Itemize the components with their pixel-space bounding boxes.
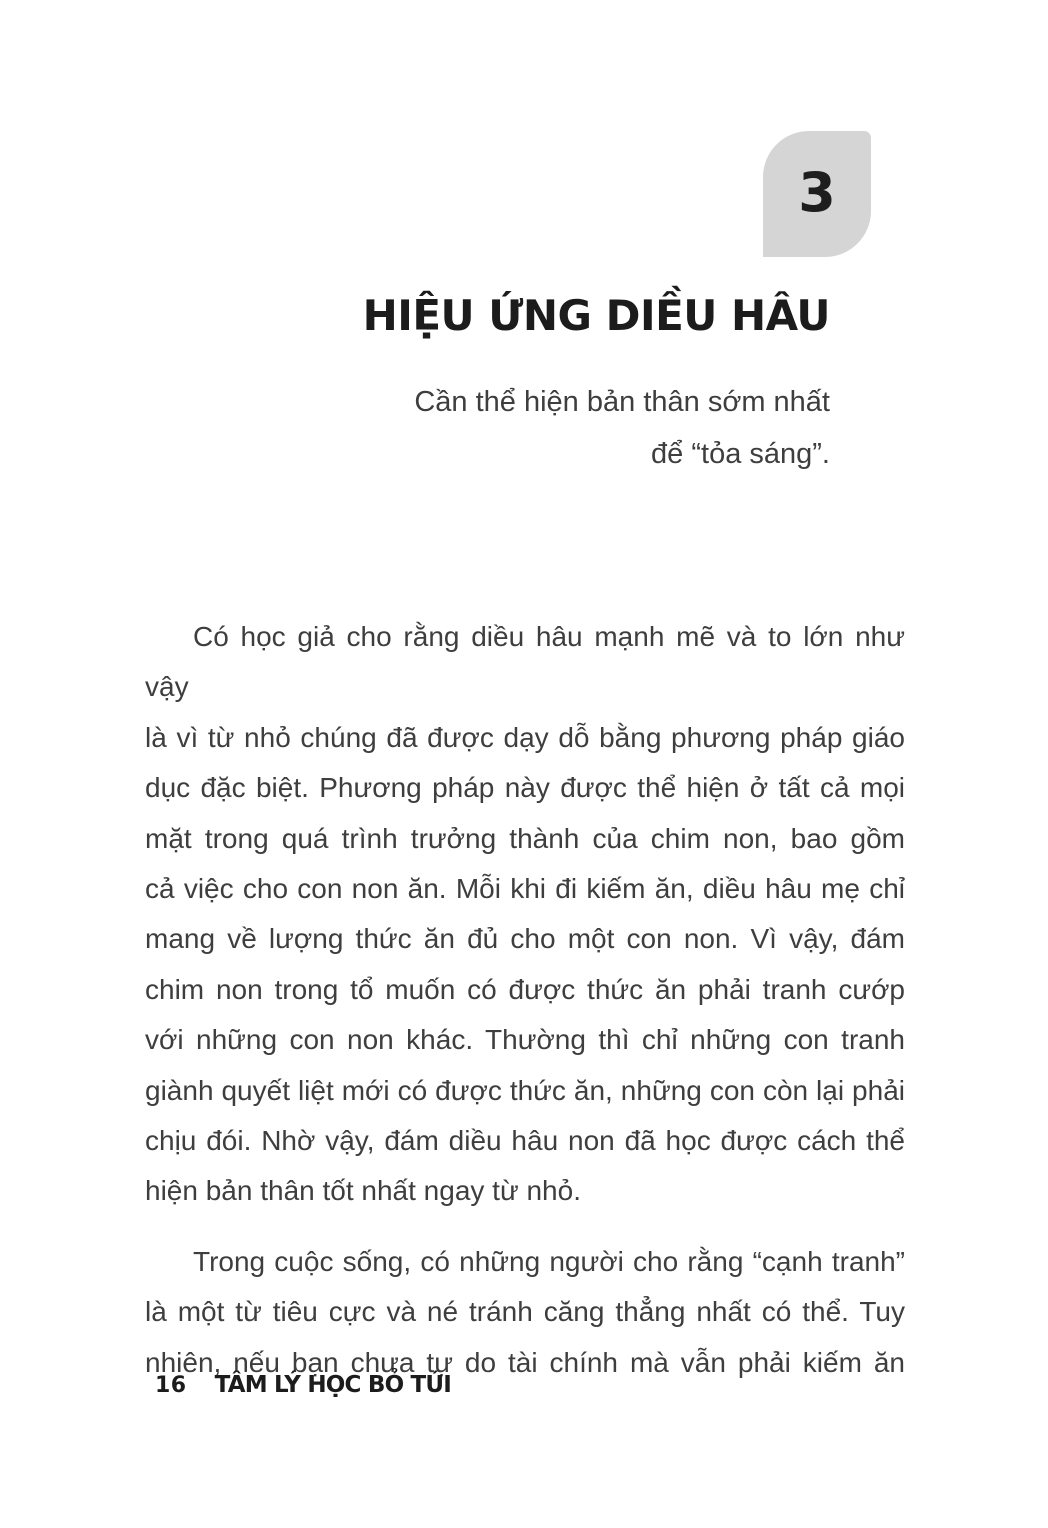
body-text xyxy=(145,612,905,1388)
subtitle-line: Cần thể hiện bản thân sớm nhất xyxy=(414,386,830,418)
subtitle-line: để “tỏa sáng”. xyxy=(651,438,830,470)
body-line: là vì từ nhỏ chúng đã được dạy dỗ bằng phương pháp giáo xyxy=(145,721,905,753)
body-line: là một từ tiêu cực và né tránh căng thẳng nhất có thể. Tuy xyxy=(145,1296,905,1328)
chapter-number-badge xyxy=(763,131,871,257)
chapter-heading xyxy=(363,290,830,342)
body-line: dục đặc biệt. Phương pháp này được thể hiện ở tất cả mọi xyxy=(145,772,905,804)
page-number: 16 xyxy=(155,1373,187,1398)
body-paragraph xyxy=(145,1237,905,1388)
body-line: cả việc cho con non ăn. Mỗi khi đi kiếm ăn, diều hâu mẹ chỉ xyxy=(145,873,905,905)
body-line: nhiên, nếu bạn chưa tự do tài chính mà vẫn phải kiếm ăn xyxy=(145,1346,905,1378)
chapter-title: HIỆU ỨNG DIỀU HÂU xyxy=(362,291,830,340)
page-footer xyxy=(155,1372,451,1398)
body-line: Có học giả cho rằng diều hâu mạnh mẽ và to lớn như vậy xyxy=(145,621,905,703)
body-line: chịu đói. Nhờ vậy, đám diều hâu non đã học được cách thể xyxy=(145,1125,905,1157)
body-paragraph xyxy=(145,612,905,1217)
body-line: chim non trong tổ muốn có được thức ăn phải tranh cướp xyxy=(145,973,905,1005)
body-line: giành quyết liệt mới có được thức ăn, những con còn lại phải xyxy=(145,1074,905,1106)
body-line: mặt trong quá trình trưởng thành của chim non, bao gồm xyxy=(145,822,905,854)
body-line: với những con non khác. Thường thì chỉ những con tranh xyxy=(145,1024,905,1056)
chapter-subtitle xyxy=(414,376,830,480)
body-line: Trong cuộc sống, có những người cho rằng “cạnh tranh” xyxy=(193,1245,905,1277)
book-title: TÂM LÝ HỌC BỎ TÚI xyxy=(214,1372,452,1398)
body-line: mang về lượng thức ăn đủ cho một con non. Vì vậy, đám xyxy=(145,923,905,955)
body-line: hiện bản thân tốt nhất ngay từ nhỏ. xyxy=(145,1175,581,1207)
chapter-number: 3 xyxy=(798,160,836,224)
